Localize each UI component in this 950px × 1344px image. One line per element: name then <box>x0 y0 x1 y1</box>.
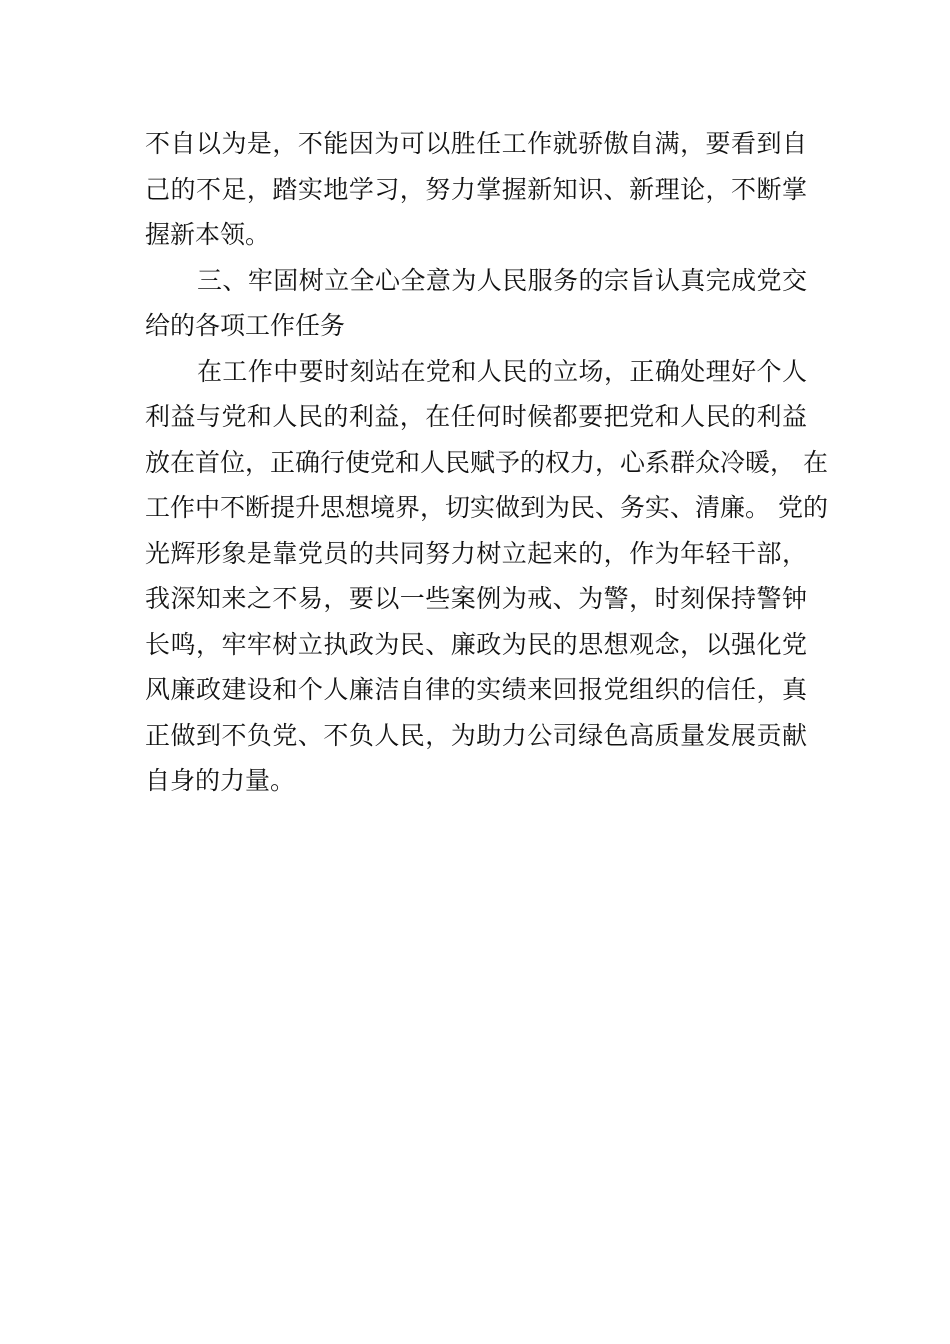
text-line: 利益与党和人民的利益，在任何时候都要把党和人民的利益 <box>145 402 807 431</box>
text-line: 不自以为是，不能因为可以胜任工作就骄傲自满，要看到自 <box>145 129 807 158</box>
text-line: 放在首位，正确行使党和人民赋予的权力，心系群众冷暖， 在 <box>145 447 828 477</box>
text-line: 我深知来之不易，要以一些案例为戒、为警，时刻保持警钟 <box>145 584 807 613</box>
text-line: 在工作中要时刻站在党和人民的立场，正确处理好个人 <box>197 356 807 386</box>
section-heading-3 <box>145 258 807 349</box>
paragraph-body <box>145 349 828 804</box>
heading-line: 给的各项工作任务 <box>145 311 346 340</box>
text-line: 正做到不负党、不负人民，为助力公司绿色高质量发展贡献 <box>145 720 807 750</box>
text-line: 己的不足，踏实地学习，努力掌握新知识、新理论，不断掌 <box>145 174 807 204</box>
text-line: 风廉政建设和个人廉洁自律的实绩来回报党组织的信任，真 <box>145 675 807 704</box>
text-line: 工作中不断提升思想境界，切实做到为民、务实、清廉。 党的 <box>145 493 828 522</box>
heading-line: 三、牢固树立全心全意为人民服务的宗旨认真完成党交 <box>197 265 807 295</box>
text-line: 长鸣，牢牢树立执政为民、廉政为民的思想观念，以强化党 <box>145 629 807 659</box>
text-line: 握新本领。 <box>145 220 271 249</box>
paragraph-continuation <box>145 121 807 258</box>
document-body <box>145 121 828 804</box>
text-line: 自身的力量。 <box>145 766 296 795</box>
text-line: 光辉形象是靠党员的共同努力树立起来的，作为年轻干部， <box>145 538 807 568</box>
